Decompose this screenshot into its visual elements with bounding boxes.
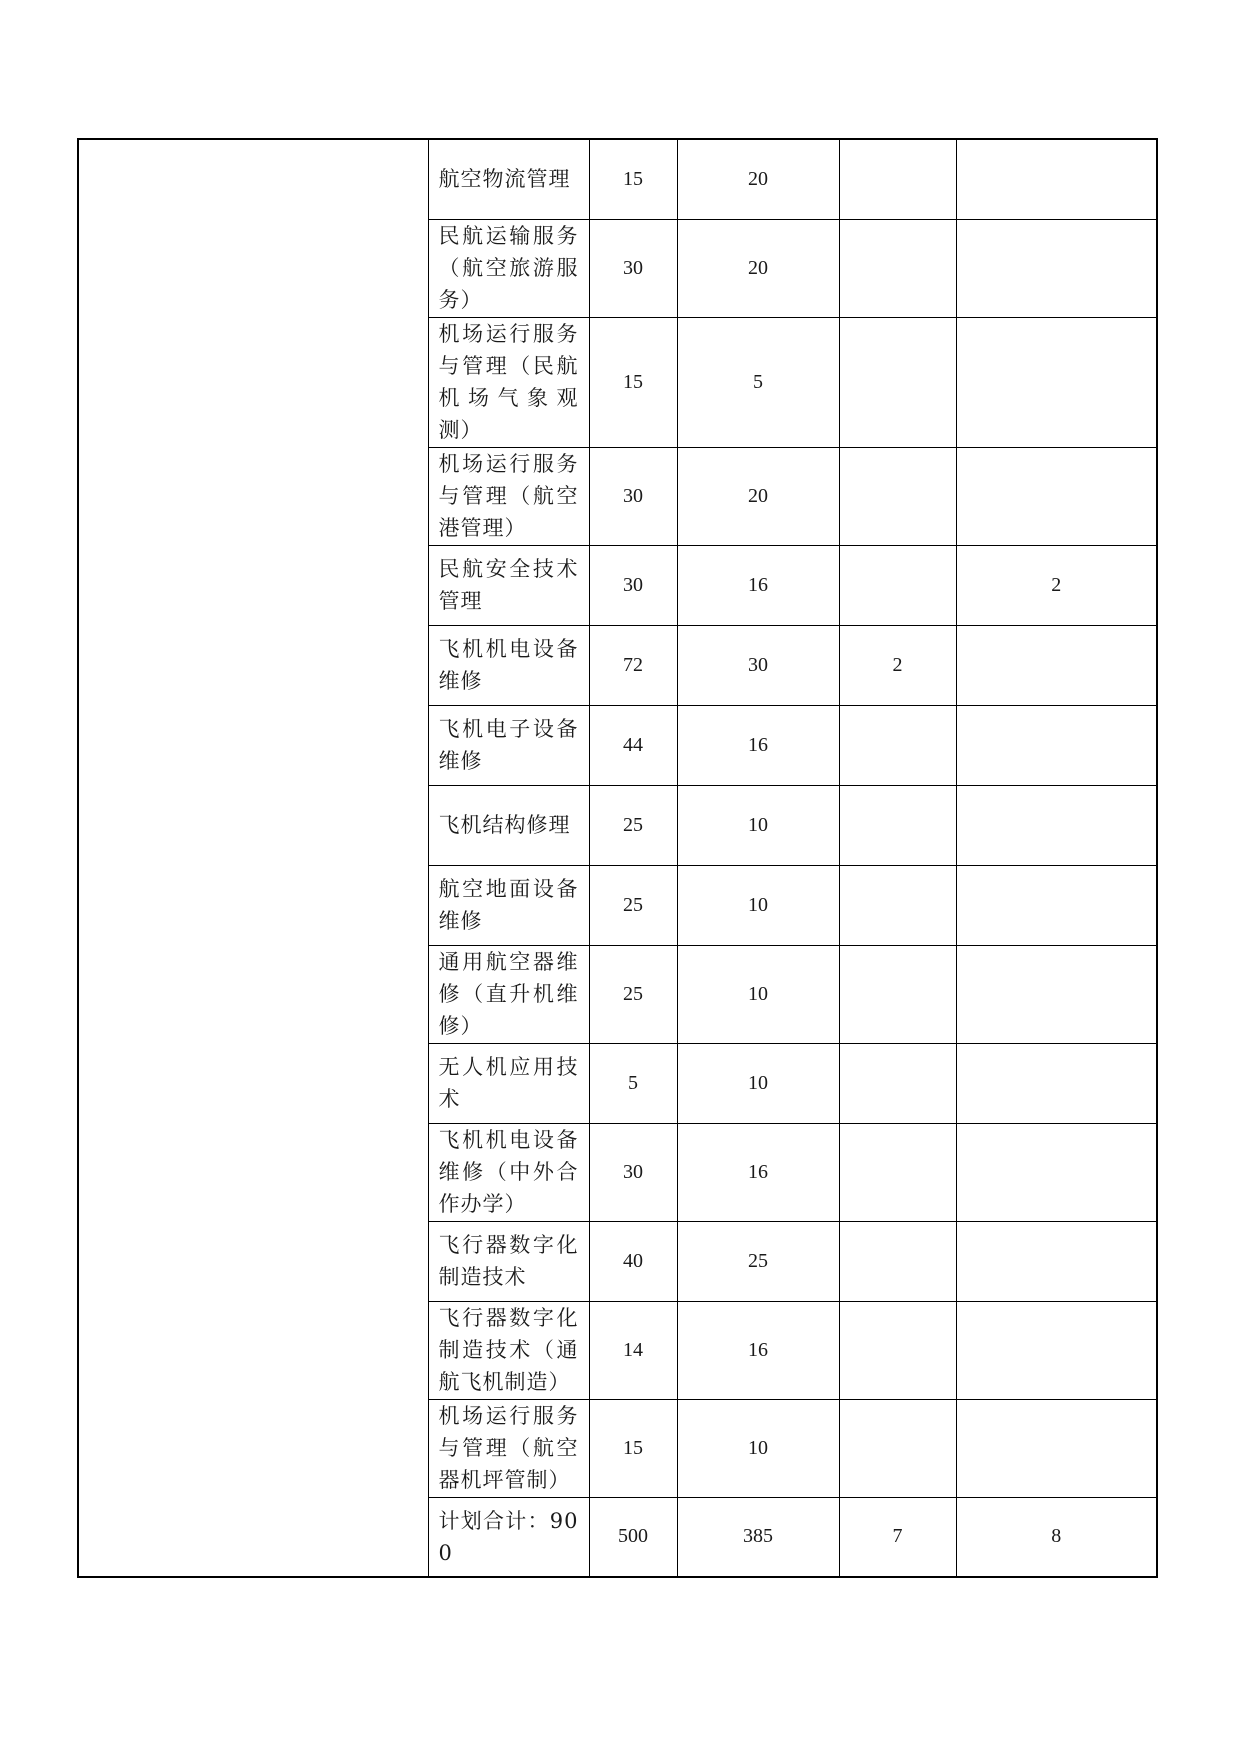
value-cell-c: 7 [839,1497,956,1577]
value-cell-c: 2 [839,625,956,705]
value-cell-d [956,1043,1157,1123]
program-name-cell: 航空物流管理 [428,139,589,219]
value-cell-a: 14 [589,1301,677,1399]
value-cell-a: 500 [589,1497,677,1577]
value-cell-d [956,945,1157,1043]
program-name-cell: 机场运行服务与管理（航空器机坪管制） [428,1399,589,1497]
value-cell-c [839,705,956,785]
value-cell-b: 25 [677,1221,839,1301]
value-cell-a: 15 [589,1399,677,1497]
value-cell-b: 10 [677,945,839,1043]
value-cell-b: 20 [677,447,839,545]
value-cell-a: 5 [589,1043,677,1123]
value-cell-a: 25 [589,945,677,1043]
value-cell-a: 44 [589,705,677,785]
value-cell-b: 16 [677,1123,839,1221]
value-cell-a: 30 [589,1123,677,1221]
value-cell-d [956,705,1157,785]
value-cell-a: 15 [589,139,677,219]
merged-category-cell [78,139,428,1577]
value-cell-d [956,865,1157,945]
program-name-cell: 通用航空器维修（直升机维修） [428,945,589,1043]
value-cell-b: 385 [677,1497,839,1577]
program-name-cell: 无人机应用技术 [428,1043,589,1123]
program-name-cell: 飞行器数字化制造技术（通航飞机制造） [428,1301,589,1399]
value-cell-c [839,1123,956,1221]
value-cell-a: 30 [589,447,677,545]
value-cell-d [956,1399,1157,1497]
program-name-cell: 航空地面设备维修 [428,865,589,945]
program-name-cell: 民航运输服务（航空旅游服务） [428,219,589,317]
value-cell-d [956,785,1157,865]
enrollment-plan-table [77,138,1158,1578]
value-cell-c [839,785,956,865]
value-cell-a: 40 [589,1221,677,1301]
value-cell-c [839,219,956,317]
value-cell-b: 16 [677,1301,839,1399]
value-cell-b: 30 [677,625,839,705]
value-cell-c [839,1043,956,1123]
value-cell-b: 16 [677,705,839,785]
program-name-cell: 机场运行服务与管理（航空港管理） [428,447,589,545]
program-name-cell: 计划合计：900 [428,1497,589,1577]
value-cell-d [956,317,1157,447]
value-cell-b: 20 [677,219,839,317]
value-cell-c [839,1221,956,1301]
value-cell-a: 25 [589,865,677,945]
program-name-cell: 飞机机电设备维修（中外合作办学） [428,1123,589,1221]
value-cell-c [839,139,956,219]
value-cell-a: 30 [589,545,677,625]
program-name-cell: 民航安全技术管理 [428,545,589,625]
value-cell-c [839,447,956,545]
value-cell-d [956,447,1157,545]
value-cell-d [956,625,1157,705]
value-cell-d [956,1123,1157,1221]
value-cell-b: 10 [677,1399,839,1497]
value-cell-a: 72 [589,625,677,705]
value-cell-d [956,219,1157,317]
value-cell-b: 16 [677,545,839,625]
value-cell-d [956,1301,1157,1399]
value-cell-b: 20 [677,139,839,219]
program-name-cell: 飞机机电设备维修 [428,625,589,705]
table-body [78,139,1157,1577]
value-cell-c [839,945,956,1043]
value-cell-a: 15 [589,317,677,447]
program-name-cell: 机场运行服务与管理（民航机场气象观测） [428,317,589,447]
value-cell-c [839,1399,956,1497]
value-cell-a: 30 [589,219,677,317]
value-cell-b: 5 [677,317,839,447]
value-cell-b: 10 [677,785,839,865]
value-cell-d: 2 [956,545,1157,625]
value-cell-d [956,1221,1157,1301]
program-name-cell: 飞机电子设备维修 [428,705,589,785]
value-cell-c [839,545,956,625]
value-cell-b: 10 [677,1043,839,1123]
program-name-cell: 飞机结构修理 [428,785,589,865]
program-name-cell: 飞行器数字化制造技术 [428,1221,589,1301]
value-cell-c [839,865,956,945]
table-row [78,139,1157,219]
value-cell-b: 10 [677,865,839,945]
value-cell-d: 8 [956,1497,1157,1577]
value-cell-c [839,1301,956,1399]
value-cell-a: 25 [589,785,677,865]
value-cell-d [956,139,1157,219]
value-cell-c [839,317,956,447]
